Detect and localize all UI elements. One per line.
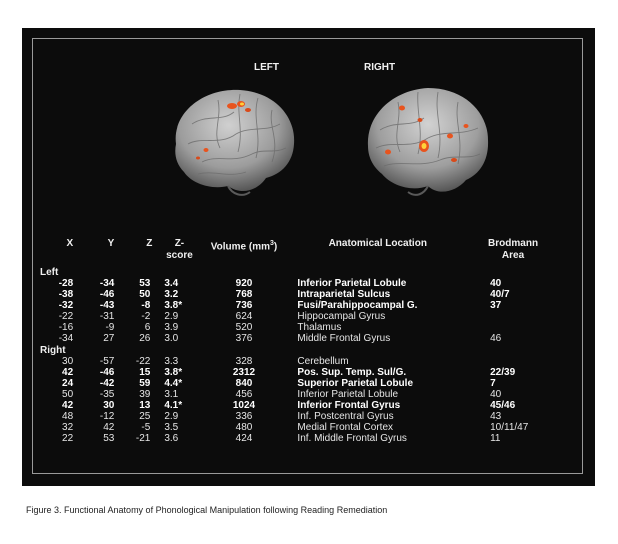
cell-x: -32 <box>58 300 74 311</box>
cell-location: Thalamus <box>297 322 342 333</box>
cell-x: -16 <box>58 322 74 333</box>
cell-y: -46 <box>99 367 115 378</box>
cell-brodmann-area: 46 <box>490 333 502 344</box>
cell-y: 27 <box>103 333 115 344</box>
cell-brodmann-area: 45/46 <box>490 400 516 411</box>
cell-x: -34 <box>58 333 74 344</box>
cell-brodmann-area: 40 <box>490 278 502 289</box>
cell-y: 53 <box>103 433 115 444</box>
figure-caption: Figure 3. Functional Anatomy of Phonological Manipulation following Reading Remediation <box>26 505 388 515</box>
cell-brodmann-area <box>468 311 558 322</box>
cell-location: Intraparietal Sulcus <box>297 289 391 300</box>
cell-y: -35 <box>99 389 115 400</box>
cell-z: -5 <box>141 422 151 433</box>
cell-location: Superior Parietal Lobule <box>297 378 414 389</box>
table-row <box>38 433 558 444</box>
cell-y: -46 <box>99 289 115 300</box>
header-zscore <box>158 238 200 266</box>
cell-y: -31 <box>99 311 115 322</box>
cell-location: Middle Frontal Gyrus <box>297 333 391 344</box>
cell-y: -34 <box>99 278 115 289</box>
cell-z: 59 <box>139 378 151 389</box>
cell-volume: 328 <box>235 356 253 367</box>
cell-y: -57 <box>99 356 115 367</box>
table-row <box>38 411 558 422</box>
cell-zscore: 4.4* <box>164 378 183 389</box>
cell-x: 30 <box>62 356 74 367</box>
cell-y: -43 <box>99 300 115 311</box>
table-row <box>38 322 558 333</box>
table-row <box>38 300 558 311</box>
cell-brodmann-area <box>468 322 558 333</box>
cell-zscore: 3.8* <box>164 367 183 378</box>
header-y: Y <box>107 238 115 249</box>
cell-y: -42 <box>99 378 115 389</box>
cell-zscore: 3.1 <box>164 389 179 400</box>
cell-zscore: 2.9 <box>164 411 179 422</box>
header-x: X <box>66 238 74 249</box>
cell-x: 32 <box>62 422 74 433</box>
cell-zscore: 3.0 <box>164 333 179 344</box>
cell-y: -12 <box>99 411 115 422</box>
cell-y: 30 <box>103 400 115 411</box>
header-brodmann <box>468 238 558 266</box>
cell-brodmann-area: 43 <box>490 411 502 422</box>
header-zscore-line2: score <box>166 250 193 261</box>
cell-location: Pos. Sup. Temp. Sul/G. <box>297 367 407 378</box>
cell-z: 26 <box>139 333 151 344</box>
coordinates-table <box>38 238 558 444</box>
header-brodmann-line1: Brodmann <box>488 238 539 249</box>
cell-x: 42 <box>62 400 74 411</box>
cell-z: 39 <box>139 389 151 400</box>
cell-volume: 424 <box>235 433 253 444</box>
cell-zscore: 3.2 <box>164 289 179 300</box>
table-row <box>38 356 558 367</box>
cell-brodmann-area: 11 <box>490 433 501 444</box>
group-row-left <box>38 266 558 278</box>
table-row <box>38 378 558 389</box>
cell-volume: 480 <box>235 422 253 433</box>
cell-volume: 456 <box>235 389 253 400</box>
cell-x: 50 <box>62 389 74 400</box>
cell-z: 50 <box>139 289 151 300</box>
table-header-row <box>38 238 558 266</box>
cell-brodmann-area: 7 <box>490 378 496 389</box>
left-hemisphere-brain-image <box>162 74 302 204</box>
cell-z: 15 <box>139 367 151 378</box>
cell-volume: 840 <box>235 378 253 389</box>
cell-y: -9 <box>105 322 115 333</box>
header-zscore-line1: Z- <box>174 238 185 249</box>
cell-location: Inferior Parietal Lobule <box>297 389 399 400</box>
cell-z: 6 <box>144 322 151 333</box>
cell-brodmann-area: 40/7 <box>490 289 510 300</box>
cell-volume: 768 <box>235 289 253 300</box>
cell-location: Fusi/Parahippocampal G. <box>297 300 418 311</box>
table-row <box>38 333 558 344</box>
cell-brodmann-area: 40 <box>490 389 502 400</box>
header-volume-close: ) <box>273 241 278 253</box>
cell-brodmann-area: 22/39 <box>490 367 516 378</box>
table-row <box>38 278 558 289</box>
left-view-label: LEFT <box>254 62 279 73</box>
cell-volume: 624 <box>235 311 253 322</box>
cell-volume: 920 <box>235 278 253 289</box>
right-hemisphere-brain-image <box>358 74 498 204</box>
cell-zscore: 2.9 <box>164 311 179 322</box>
cell-zscore: 3.9 <box>164 322 179 333</box>
table-row <box>38 367 558 378</box>
cell-x: -38 <box>58 289 74 300</box>
header-volume-sup: 3 <box>270 240 274 247</box>
cell-brodmann-area: 37 <box>490 300 502 311</box>
cell-x: 24 <box>62 378 74 389</box>
cell-x: 22 <box>62 433 74 444</box>
cell-volume: 1024 <box>232 400 256 411</box>
cell-x: -22 <box>58 311 74 322</box>
table-row <box>38 422 558 433</box>
group-label: Left <box>40 266 59 278</box>
header-volume-text: Volume (mm <box>210 241 270 253</box>
cell-brodmann-area: 10/11/47 <box>490 422 529 433</box>
table-row <box>38 389 558 400</box>
cell-location: Hippocampal Gyrus <box>297 311 386 322</box>
header-brodmann-line2: Area <box>501 250 525 261</box>
cell-zscore: 3.4 <box>164 278 179 289</box>
cell-location: Inferior Parietal Lobule <box>297 278 407 289</box>
cell-zscore: 3.8* <box>164 300 183 311</box>
group-label: Right <box>40 344 66 356</box>
cell-x: -28 <box>58 278 74 289</box>
table-row <box>38 289 558 300</box>
cell-x: 48 <box>62 411 74 422</box>
header-location: Anatomical Location <box>328 238 427 249</box>
cell-brodmann-area <box>468 356 558 367</box>
right-view-label: RIGHT <box>364 62 396 73</box>
figure-panel <box>22 28 595 486</box>
cell-location: Inf. Postcentral Gyrus <box>297 411 394 422</box>
cell-z: -8 <box>141 300 151 311</box>
table-body <box>38 266 558 444</box>
cell-z: 13 <box>139 400 151 411</box>
cell-volume: 376 <box>235 333 253 344</box>
cell-z: -2 <box>141 311 151 322</box>
cell-location: Inf. Middle Frontal Gyrus <box>297 433 407 444</box>
cell-zscore: 3.6 <box>164 433 179 444</box>
cell-location: Medial Frontal Cortex <box>297 422 394 433</box>
group-row-right <box>38 344 558 356</box>
cell-volume: 736 <box>235 300 253 311</box>
cell-z: 25 <box>139 411 151 422</box>
cell-x: 42 <box>62 367 74 378</box>
cell-zscore: 3.5 <box>164 422 179 433</box>
cell-volume: 2312 <box>232 367 256 378</box>
cell-z: -21 <box>135 433 151 444</box>
header-volume <box>201 238 288 266</box>
cell-location: Cerebellum <box>297 356 349 367</box>
cell-volume: 520 <box>235 322 253 333</box>
header-z-text: Z <box>146 238 153 249</box>
cell-volume: 336 <box>235 411 253 422</box>
table-row <box>38 311 558 322</box>
table-row <box>38 400 558 411</box>
cell-y: 42 <box>103 422 115 433</box>
cell-z: 53 <box>139 278 151 289</box>
cell-zscore: 3.3 <box>164 356 179 367</box>
cell-z: -22 <box>135 356 151 367</box>
header-z <box>120 238 158 266</box>
cell-location: Inferior Frontal Gyrus <box>297 400 401 411</box>
cell-zscore: 4.1* <box>164 400 183 411</box>
